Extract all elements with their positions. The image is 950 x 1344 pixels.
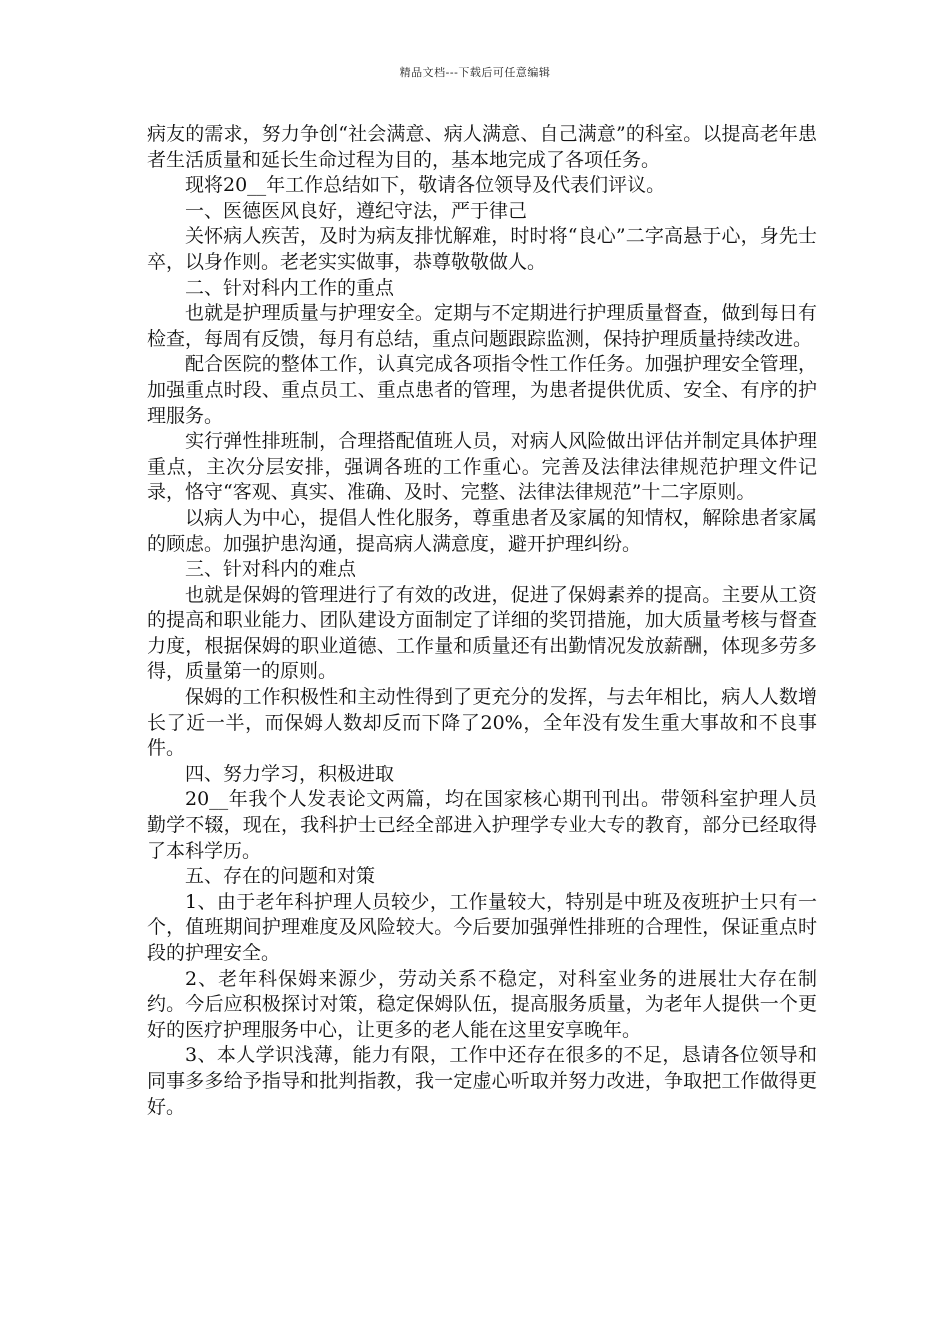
section-heading-4: 四、努力学习，积极进取 [185, 762, 395, 785]
section-heading-3: 三、针对科内的难点 [185, 558, 357, 581]
paragraph: 关怀病人疾苦，及时为病友排忧解难，时时将“良心”二字高悬于心，身先士卒，以身作则。老老实实做事，恭尊敬敬做人。 [147, 225, 817, 273]
paragraph: 保姆的工作积极性和主动性得到了更充分的发挥，与去年相比，病人人数增长了近一半，而保姆人数却反而下降了20%，全年没有发生重大事故和不良事件。 [147, 686, 817, 760]
paragraph: 2、老年科保姆来源少，劳动关系不稳定，对科室业务的进展壮大存在制约。今后应积极探讨对策，稳定保姆队伍，提高服务质量，为老年人提供一个更好的医疗护理服务中心，让更多的老人能在这里安享晚年。 [147, 967, 817, 1041]
paragraph: 1、由于老年科护理人员较少，工作量较大，特别是中班及夜班护士只有一个，值班期间护理难度及风险较大。今后要加强弹性排班的合理性，保证重点时段的护理安全。 [147, 890, 817, 964]
paragraph: 也就是保姆的管理进行了有效的改进，促进了保姆素养的提高。主要从工资的提高和职业能力、团队建设方面制定了详细的奖罚措施，加大质量考核与督查力度，根据保姆的职业道德、工作量和质量还有出勤情况发放薪酬，体现多劳多得，质量第一的原则。 [147, 583, 817, 683]
paragraph: 配合医院的整体工作，认真完成各项指令性工作任务。加强护理安全管理，加强重点时段、重点员工、重点患者的管理，为患者提供优质、安全、有序的护理服务。 [147, 353, 817, 427]
paragraph: 20__年我个人发表论文两篇，均在国家核心期刊刊出。带领科室护理人员勤学不辍，现在，我科护士已经全部进入护理学专业大专的教育，部分已经取得了本科学历。 [147, 788, 817, 862]
section-heading-5: 五、存在的问题和对策 [185, 865, 376, 888]
section-heading-2: 二、针对科内工作的重点 [185, 276, 395, 299]
paragraph-continuation: 病友的需求，努力争创“社会满意、病人满意、自己满意”的科室。以提高老年患者生活质量和延长生命过程为目的，基本地完成了各项任务。 [147, 123, 817, 171]
paragraph: 3、本人学识浅薄，能力有限，工作中还存在很多的不足，恳请各位领导和同事多多给予指导和批判指教，我一定虚心听取并努力改进，争取把工作做得更好。 [147, 1044, 817, 1118]
page-header: 精品文档---下载后可任意编辑 [399, 66, 551, 79]
paragraph: 以病人为中心，提倡人性化服务，尊重患者及家属的知情权，解除患者家属的顾虑。加强护患沟通，提高病人满意度，避开护理纠纷。 [147, 506, 817, 555]
document-body [147, 122, 817, 1120]
paragraph: 也就是护理质量与护理安全。定期与不定期进行护理质量督查，做到每日有检查，每周有反馈，每月有总结，重点问题跟踪监测，保持护理质量持续改进。 [147, 302, 817, 350]
paragraph-intro: 现将20__年工作总结如下，敬请各位领导及代表们评议。 [185, 174, 666, 197]
paragraph: 实行弹性排班制，合理搭配值班人员，对病人风险做出评估并制定具体护理重点，主次分层安排，强调各班的工作重心。完善及法律法律规范护理文件记录，恪守“客观、真实、准确、及时、完整、法律法律规范”十二字原则。 [147, 430, 817, 504]
section-heading-1: 一、医德医风良好，遵纪守法，严于律己 [185, 199, 528, 222]
